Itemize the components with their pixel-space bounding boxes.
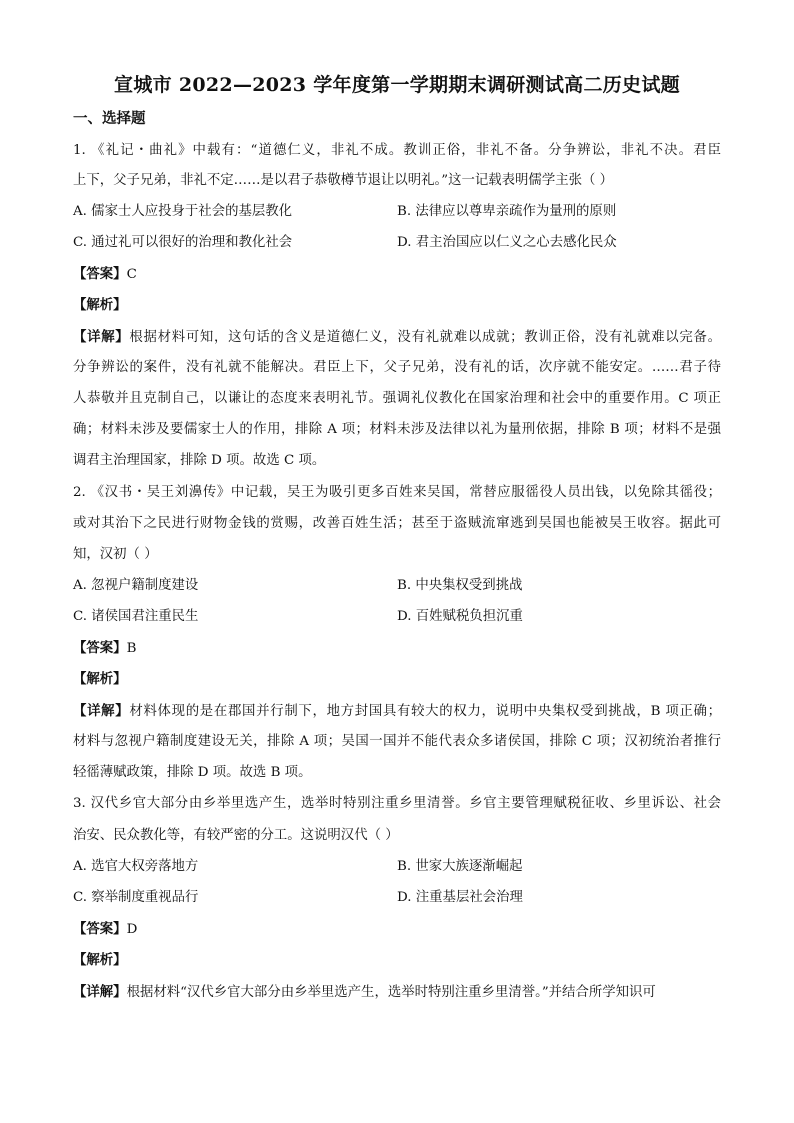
section-heading: 一、选择题 xyxy=(73,110,146,127)
q2-option-d: D. 百姓赋税负担沉重 xyxy=(397,609,523,624)
detail-label: 【详解】 xyxy=(73,984,127,1000)
q2-analysis xyxy=(73,669,127,690)
q3-detail-line-1 xyxy=(73,982,656,1003)
q1-option-a: A. 儒家士人应投身于社会的基层教化 xyxy=(73,204,293,219)
analysis-label: 【解析】 xyxy=(73,952,127,968)
q2-stem-line-3: 知，汉初（ ） xyxy=(73,547,158,562)
q1-detail-line-5: 调君主治理国家，排除 D 项。故选 C 项。 xyxy=(73,453,326,468)
q2-option-a: A. 忽视户籍制度建设 xyxy=(73,578,199,593)
q2-detail-line-3: 轻徭薄赋政策，排除 D 项。故选 B 项。 xyxy=(73,765,312,780)
q1-detail-line-4: 确；材料未涉及要儒家士人的作用，排除 A 项；材料未涉及法律以礼为量刑依据，排除 B 项；材料不是强 xyxy=(73,422,721,437)
q1-option-d: D. 君主治国应以仁义之心去感化民众 xyxy=(397,235,617,250)
analysis-label: 【解析】 xyxy=(73,671,127,687)
answer-label: 【答案】 xyxy=(73,266,127,282)
q1-detail-line-2: 分争辨讼的案件，没有礼就不能解决。君臣上下，父子兄弟，没有礼的话，次序就不能安定。……君子待 xyxy=(73,360,721,375)
answer-label: 【答案】 xyxy=(73,640,127,656)
q3-stem-line-2: 治安、民众教化等，有较严密的分工。这说明汉代（ ） xyxy=(73,828,399,843)
answer-label: 【答案】 xyxy=(73,921,127,937)
q2-option-b: B. 中央集权受到挑战 xyxy=(397,578,523,593)
document-title: 宣城市 2022—2023 学年度第一学期期末调研测试高二历史试题 xyxy=(114,74,680,96)
q3-answer-value: D xyxy=(126,922,138,937)
q3-analysis xyxy=(73,950,127,971)
q2-stem-line-2: 或对其治下之民进行财物金钱的赏赐，改善百姓生活；甚至于盗贼流窜逃到吴国也能被吴王收容。据此可 xyxy=(73,516,721,531)
q3-option-a: A. 选官大权旁落地方 xyxy=(73,859,199,874)
q1-option-b: B. 法律应以尊卑亲疏作为量刑的原则 xyxy=(397,204,617,219)
q2-answer-value: B xyxy=(126,641,137,656)
q1-stem-line-1: 1. 《礼记・曲礼》中载有：“道德仁义，非礼不成。教训正俗，非礼不备。分争辨讼，非礼不决。君臣 xyxy=(73,143,721,158)
q1-stem-line-2: 上下，父子兄弟，非礼不定……是以君子恭敬樽节退让以明礼。”这一记载表明儒学主张（ ） xyxy=(73,173,614,188)
q3-option-b: B. 世家大族逐渐崛起 xyxy=(397,859,523,874)
q1-analysis xyxy=(73,295,127,316)
q1-answer xyxy=(73,264,137,285)
q2-option-c: C. 诸侯国君注重民生 xyxy=(73,609,199,624)
q2-detail-line-1 xyxy=(73,701,721,722)
detail-label: 【详解】 xyxy=(73,329,130,345)
q1-detail-text-1: 根据材料可知，这句话的含义是道德仁义，没有礼就难以成就；教训正俗，没有礼就难以完备。 xyxy=(129,330,722,345)
q3-answer xyxy=(73,919,137,940)
q1-detail-line-3: 人恭敬并且克制自己，以谦让的态度来表明礼节。强调礼仪教化在国家治理和社会中的重要作用。C 项正 xyxy=(73,391,721,406)
q2-detail-text-1: 材料体现的是在郡国并行制下，地方封国具有较大的权力，说明中央集权受到挑战，B 项正确； xyxy=(129,704,722,719)
q1-option-c: C. 通过礼可以很好的治理和教化社会 xyxy=(73,235,293,250)
detail-label: 【详解】 xyxy=(73,703,130,719)
analysis-label: 【解析】 xyxy=(73,297,127,313)
q1-detail-line-1 xyxy=(73,327,721,348)
q3-stem-line-1: 3. 汉代乡官大部分由乡举里选产生，选举时特别注重乡里清誉。乡官主要管理赋税征收、乡里诉讼、社会 xyxy=(73,796,721,811)
q1-answer-value: C xyxy=(126,267,137,282)
q2-answer xyxy=(73,638,136,659)
q2-stem-line-1: 2. 《汉书・吴王刘濞传》中记载，吴王为吸引更多百姓来吴国，常替应服徭役人员出钱，以免除其徭役； xyxy=(73,485,721,500)
q3-detail-text-1: 根据材料“汉代乡官大部分由乡举里选产生，选举时特别注重乡里清誉。”并结合所学知识可 xyxy=(126,985,656,1000)
q3-option-c: C. 察举制度重视品行 xyxy=(73,890,199,905)
q2-detail-line-2: 材料与忽视户籍制度建设无关，排除 A 项；吴国一国并不能代表众多诸侯国，排除 C 项；汉初统治者推行 xyxy=(73,734,721,749)
q3-option-d: D. 注重基层社会治理 xyxy=(397,890,523,905)
